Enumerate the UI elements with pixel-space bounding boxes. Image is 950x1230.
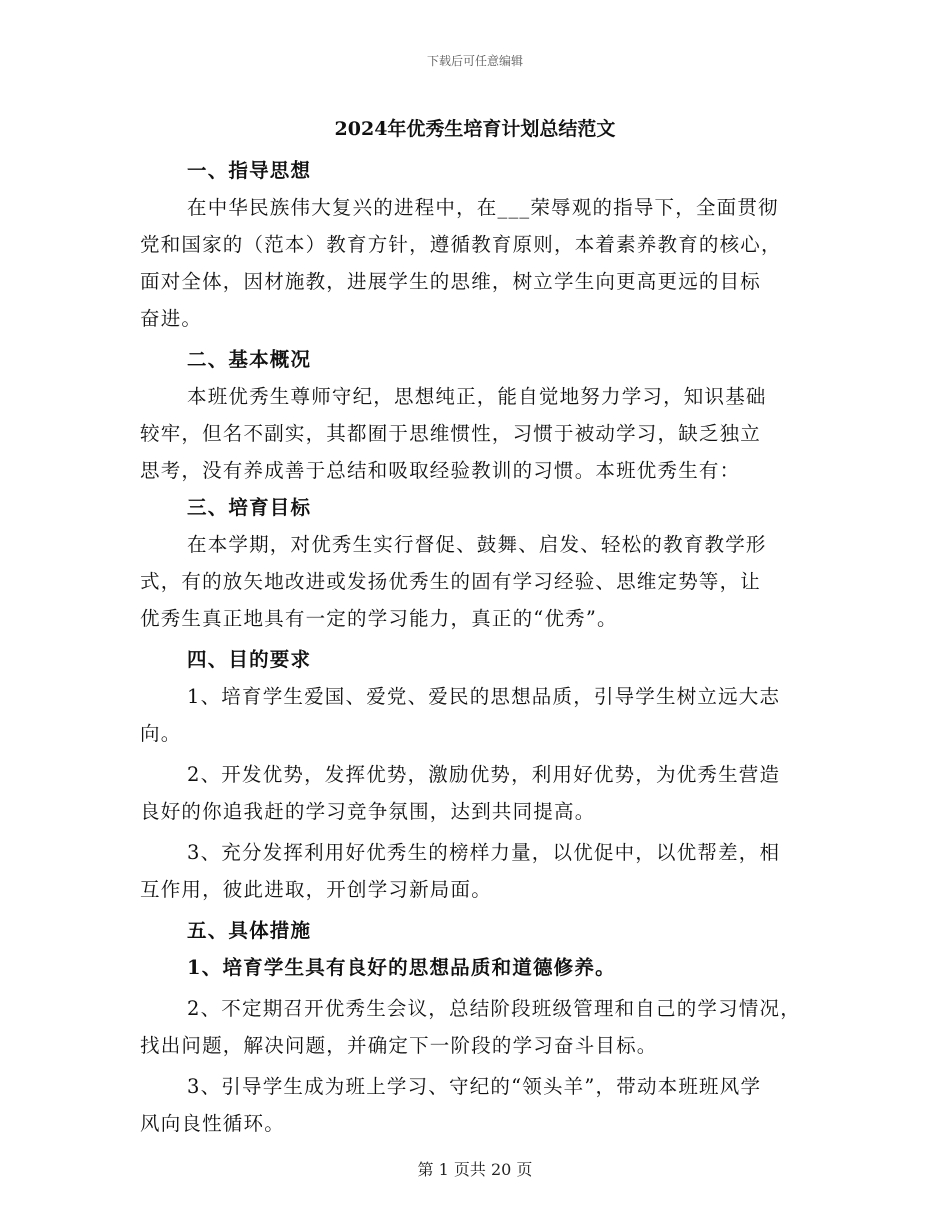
paragraph-line: 在中华民族伟大复兴的进程中，在___荣辱观的指导下，全面贯彻 <box>187 196 779 219</box>
paragraph-line: 在本学期，对优秀生实行督促、鼓舞、启发、轻松的教育教学形 <box>187 533 767 556</box>
page-number: 第 1 页共 20 页 <box>417 1160 533 1179</box>
paragraph-line: 党和国家的（范本）教育方针，遵循教育原则，本着素养教育的核心， <box>140 233 782 256</box>
paragraph-line: 良好的你追我赶的学习竞争氛围，达到共同提高。 <box>140 800 596 823</box>
paragraph-line: 本班优秀生尊师守纪，思想纯正，能自觉地努力学习，知识基础 <box>187 385 767 408</box>
section-heading: 四、目的要求 <box>187 648 312 671</box>
section-heading: 一、指导思想 <box>187 159 312 182</box>
paragraph-line: 2、开发优势，发挥优势，激励优势，利用好优势，为优秀生营造 <box>187 763 781 786</box>
page-header-note: 下载后可任意编辑 <box>426 54 523 68</box>
paragraph-line: 3、充分发挥利用好优秀生的榜样力量，以优促中，以优帮差，相 <box>187 841 781 864</box>
paragraph-line: 互作用，彼此进取，开创学习新局面。 <box>140 878 492 901</box>
document-text <box>140 152 810 1142</box>
paragraph-line: 向。 <box>140 722 182 745</box>
paragraph-line: 优秀生真正地具有一定的学习能力，真正的“优秀”。 <box>140 607 618 630</box>
paragraph-line: 思考，没有养成善于总结和吸取经验教训的习惯。本班优秀生有： <box>140 459 741 482</box>
section-heading: 1、培育学生具有良好的思想品质和道德修养。 <box>187 956 616 979</box>
section-heading: 二、基本概况 <box>187 348 312 371</box>
paragraph-line: 式，有的放矢地改进或发扬优秀生的固有学习经验、思维定势等，让 <box>140 570 762 593</box>
paragraph-line: 较牢，但名不副实，其都囿于思维惯性，习惯于被动学习，缺乏独立 <box>140 422 762 445</box>
document-title: 2024年优秀生培育计划总结范文 <box>334 118 616 140</box>
paragraph-line: 1、培育学生爱国、爱党、爱民的思想品质，引导学生树立远大志 <box>187 685 781 708</box>
section-heading: 三、培育目标 <box>187 496 312 519</box>
paragraph-line: 找出问题，解决问题，并确定下一阶段的学习奋斗目标。 <box>140 1034 658 1057</box>
paragraph-line: 3、引导学生成为班上学习、守纪的“领头羊”，带动本班班风学 <box>187 1075 762 1098</box>
section-heading: 五、具体措施 <box>187 919 312 942</box>
paragraph-line: 面对全体，因材施教，进展学生的思维，树立学生向更高更远的目标 <box>140 270 762 293</box>
paragraph-line: 风向良性循环。 <box>140 1112 285 1135</box>
document-body <box>140 114 810 1142</box>
paragraph-line: 奋进。 <box>140 307 203 330</box>
paragraph-line: 2、不定期召开优秀生会议，总结阶段班级管理和自己的学习情况， <box>187 997 801 1020</box>
